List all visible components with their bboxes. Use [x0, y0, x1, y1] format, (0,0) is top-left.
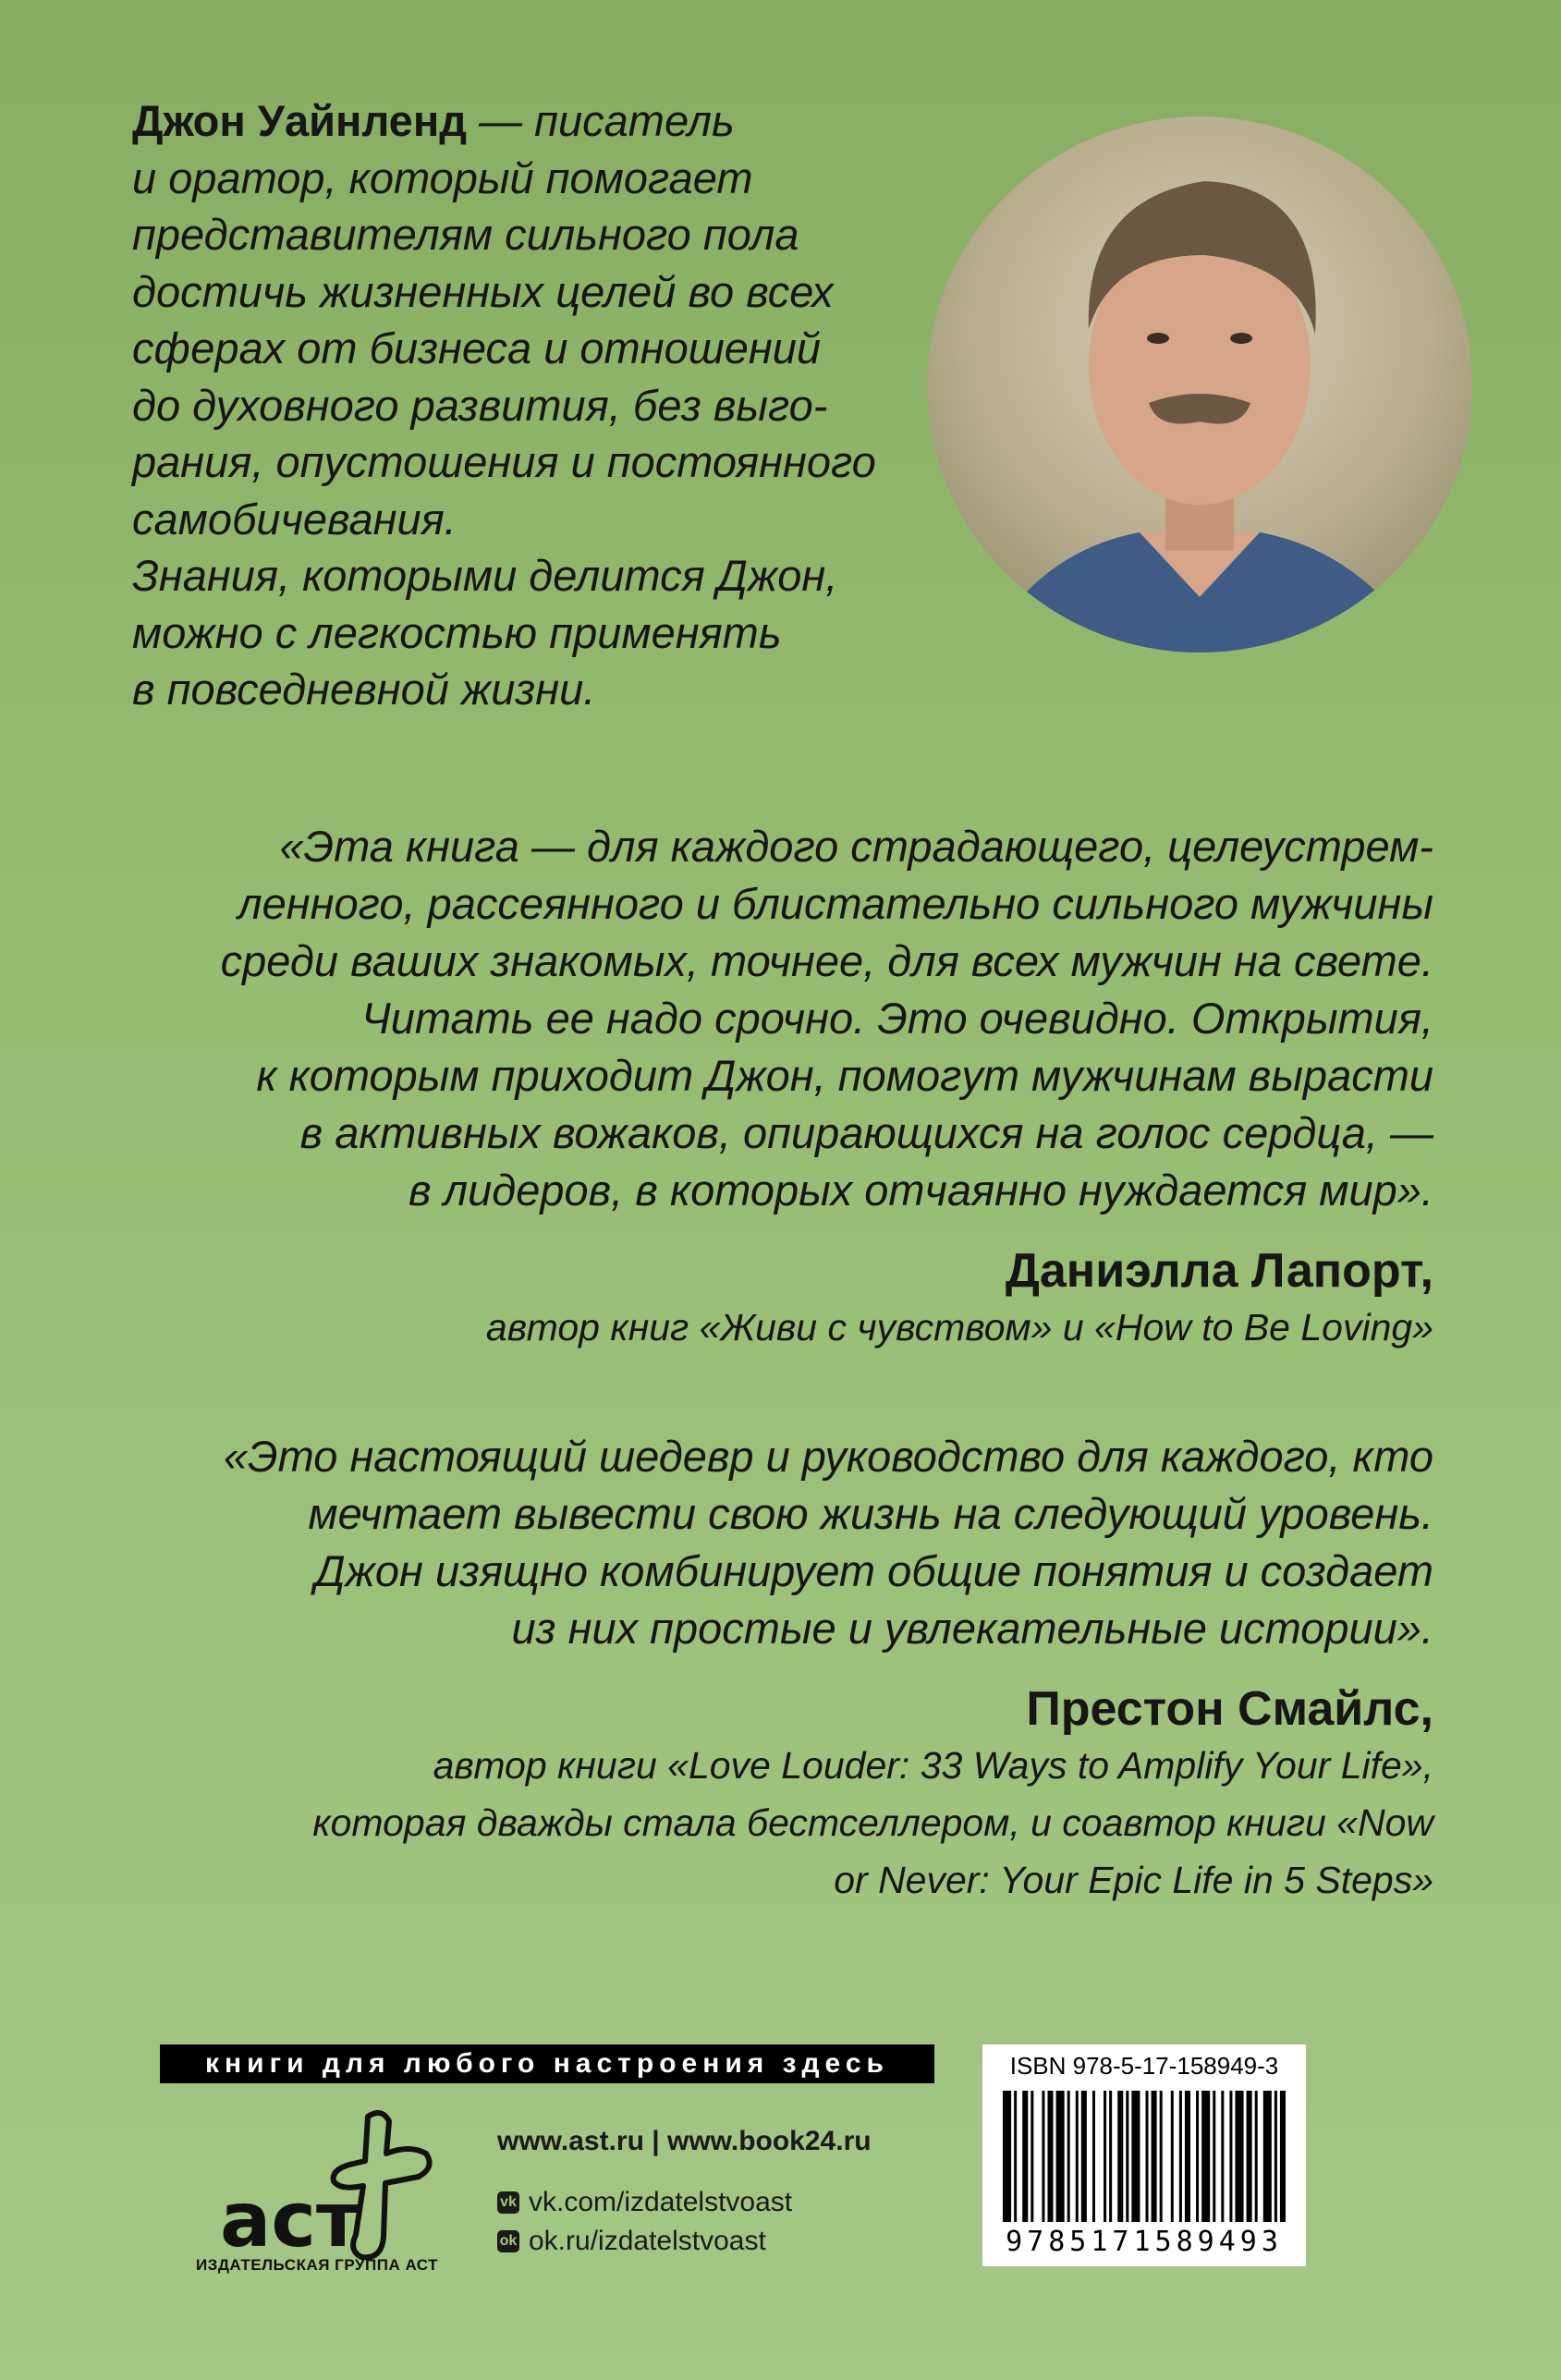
- barcode-bar: [1235, 2091, 1243, 2222]
- review-1: [221, 818, 1433, 1356]
- bio-line: рания, опустошения и постоянного: [132, 437, 876, 486]
- review-2: [224, 1428, 1433, 1909]
- barcode-bar: [1274, 2091, 1277, 2222]
- barcode-bar: [1213, 2091, 1215, 2222]
- quote-line: к которым приходит Джон, помогут мужчинам вырасти: [256, 1051, 1433, 1100]
- barcode-bar: [1081, 2091, 1087, 2222]
- barcode-bar: [1221, 2091, 1224, 2222]
- desc-line: or Never: Your Epic Life in 5 Steps»: [834, 1859, 1433, 1901]
- ast-logo: [188, 2098, 456, 2283]
- barcode-bar: [1146, 2091, 1149, 2222]
- review-2-author: Престон Смайлс,: [1026, 1682, 1433, 1736]
- bio-line: до духовного развития, без выго-: [132, 380, 828, 430]
- review-1-author: Даниэлла Лапорт,: [1005, 1244, 1433, 1298]
- desc-line: автор книги «Love Louder: 33 Ways to Amplify Your Life»,: [433, 1744, 1433, 1787]
- bio-line: самобичевания.: [132, 494, 457, 543]
- barcode-bar: [1229, 2091, 1232, 2222]
- barcode-bar: [1117, 2091, 1123, 2222]
- bio-line-first: Джон Уайнленд — писатель: [132, 96, 735, 145]
- barcode-bar: [1047, 2091, 1053, 2222]
- quote-line: Джон изящно комбинирует общие понятия и создает: [314, 1546, 1433, 1595]
- barcode-bar: [1171, 2091, 1174, 2222]
- bio-line: достичь жизненных целей во всех: [132, 266, 834, 316]
- barcode-bar: [1056, 2091, 1065, 2222]
- quote-line: в лидеров, в которых отчаянно нуждается мир».: [409, 1166, 1433, 1214]
- barcode-bar: [1185, 2091, 1190, 2222]
- quote-line: Читать ее надо срочно. Это очевидно. Открытия,: [361, 994, 1433, 1043]
- barcode-bar: [1003, 2091, 1011, 2222]
- ok-icon: ok: [497, 2230, 519, 2252]
- barcode: [1003, 2091, 1286, 2222]
- publisher-links: [497, 2126, 872, 2264]
- review-1-text: [221, 818, 1433, 1219]
- isbn-number: ISBN 978-5-17-158949-3: [1009, 2052, 1279, 2080]
- barcode-bar: [1022, 2091, 1028, 2222]
- barcode-bar: [1280, 2091, 1286, 2222]
- barcode-bar: [1092, 2091, 1095, 2222]
- quote-line: «Это настоящий шедевр и руководство для каждого, кто: [223, 1432, 1433, 1481]
- barcode-bar: [1067, 2091, 1070, 2222]
- logo-text: аст: [220, 2177, 360, 2264]
- barcode-bar: [1076, 2091, 1079, 2222]
- quote-line: ленного, рассеянного и блистательно сильного мужчины: [238, 879, 1433, 928]
- bio-line: представителям сильного пола: [132, 210, 799, 259]
- vk-link[interactable]: vk.com/izdatelstvoast: [529, 2187, 793, 2217]
- bio-line: и оратор, который помогает: [132, 153, 753, 202]
- author-bio: [132, 92, 945, 718]
- desc-line: автор книг «Живи с чувством» и «How to Be Loving»: [485, 1306, 1433, 1349]
- vk-row[interactable]: [497, 2187, 872, 2218]
- bio-line: Знания, которыми делится Джон,: [132, 551, 838, 600]
- review-2-author-desc: [224, 1737, 1433, 1909]
- author-photo: [927, 116, 1472, 653]
- bio-line: в повседневной жизни.: [132, 665, 596, 714]
- barcode-bar: [1255, 2091, 1258, 2222]
- barcode-bar: [1104, 2091, 1106, 2222]
- review-1-author-desc: [221, 1299, 1433, 1356]
- desc-line: которая дважды стала бестселлером, и соавтор книги «Now: [312, 1801, 1433, 1844]
- websites-link[interactable]: www.ast.ru | www.book24.ru: [497, 2126, 872, 2156]
- bio-line: сферах от бизнеса и отношений: [132, 323, 822, 372]
- quote-line: мечтает вывести свою жизнь на следующий уровень.: [308, 1489, 1433, 1538]
- bio-line: можно с легкостью применять: [132, 607, 782, 657]
- isbn-box: [982, 2044, 1306, 2266]
- ok-row[interactable]: [497, 2226, 872, 2257]
- barcode-bar: [1196, 2091, 1199, 2222]
- barcode-digits: 9785171589493: [1006, 2226, 1283, 2258]
- barcode-bar: [1201, 2091, 1210, 2222]
- logo-caption: ИЗДАТЕЛЬСКАЯ ГРУППА АСТ: [195, 2256, 439, 2274]
- barcode-bar: [1152, 2091, 1157, 2222]
- quote-line: в активных вожаков, опирающихся на голос сердца, —: [299, 1108, 1433, 1157]
- barcode-bar: [1179, 2091, 1182, 2222]
- publisher-slogan: книги для любого настроения здесь: [160, 2044, 934, 2083]
- quote-line: «Эта книга — для каждого страдающего, целеустрем-: [279, 822, 1433, 871]
- author-name: Джон Уайнленд: [132, 96, 468, 145]
- barcode-bar: [1247, 2091, 1252, 2222]
- barcode-bar: [1126, 2091, 1128, 2222]
- barcode-bar: [1109, 2091, 1112, 2222]
- barcode-bar: [1014, 2091, 1017, 2222]
- barcode-bar: [1263, 2091, 1272, 2222]
- barcode-bar: [1031, 2091, 1033, 2222]
- barcode-bar: [1131, 2091, 1140, 2222]
- barcode-bar: [1160, 2091, 1163, 2222]
- quote-line: из них простые и увлекательные истории».: [511, 1604, 1433, 1653]
- ok-link[interactable]: ok.ru/izdatelstvoast: [529, 2226, 766, 2256]
- barcode-bar: [1042, 2091, 1044, 2222]
- quote-line: среди ваших знакомых, точнее, для всех мужчин на свете.: [220, 936, 1433, 985]
- vk-icon: vk: [497, 2191, 519, 2214]
- review-2-text: [224, 1428, 1433, 1657]
